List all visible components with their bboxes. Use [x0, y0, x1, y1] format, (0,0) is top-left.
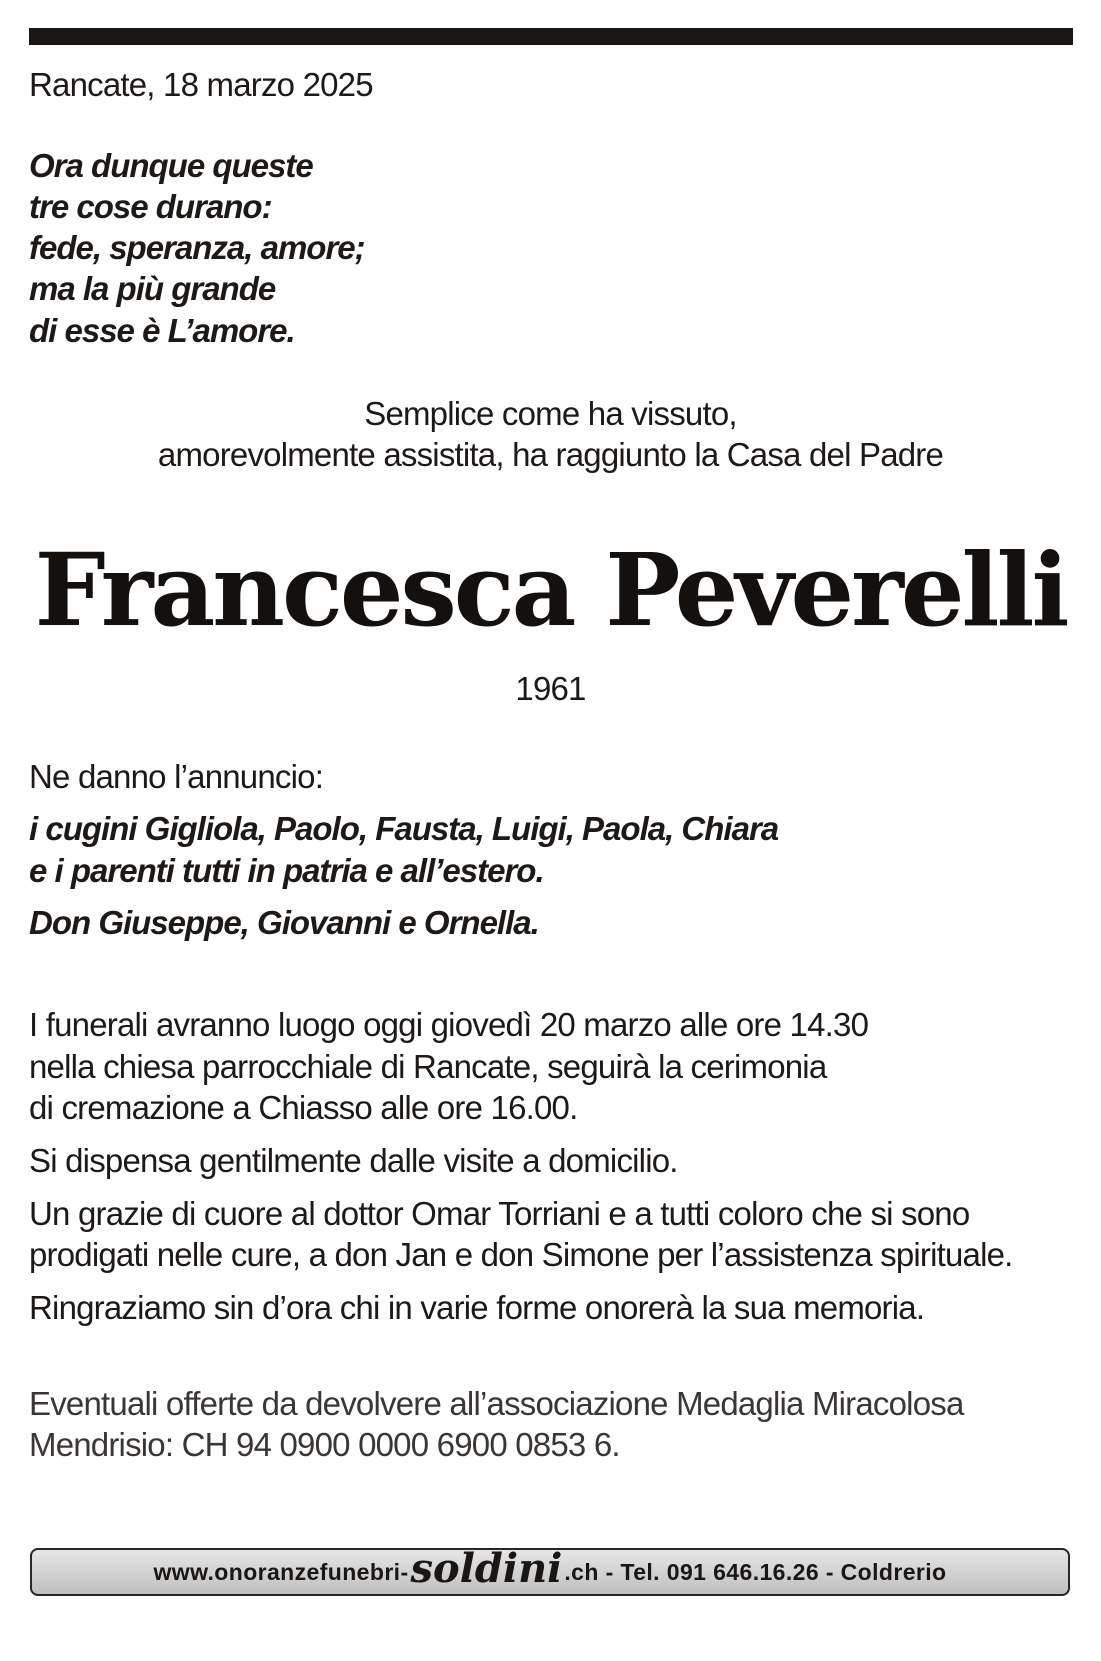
other-mourners: Don Giuseppe, Giovanni e Ornella. — [29, 904, 539, 941]
verse-line: di esse è L’amore. — [29, 312, 295, 349]
thanks-line: prodigati nelle cure, a don Jan e don Simone per l’assistenza spirituale. — [29, 1236, 1013, 1273]
relatives-line: e i parenti tutti in patria e all’estero. — [29, 852, 544, 889]
donation-line: Mendrisio: CH 94 0900 0000 6900 0853 6. — [29, 1426, 620, 1463]
funeral-line: nella chiesa parrocchiale di Rancate, seguirà la cerimonia — [29, 1048, 827, 1085]
visits-note: Si dispensa gentilmente dalle visite a domicilio. — [29, 1142, 678, 1179]
verse-line: tre cose durano: — [29, 188, 272, 225]
top-rule — [29, 28, 1073, 45]
brand-logo: soldini — [410, 1544, 563, 1592]
contact-suffix: .ch - Tel. 091 646.16.26 - Coldrerio — [564, 1558, 947, 1585]
deceased-name: Francesca Peverelli — [34, 531, 1067, 649]
funeral-home-banner — [30, 1544, 1070, 1596]
closing-line: Ringraziamo sin d’ora chi in varie forme onorerà la sua memoria. — [29, 1289, 925, 1326]
website-prefix: www.onoranzefunebri- — [153, 1558, 409, 1585]
funeral-line: di cremazione a Chiasso alle ore 16.00. — [29, 1089, 578, 1126]
verse-line: Ora dunque queste — [29, 147, 313, 184]
intro-line: Semplice come ha vissuto, — [364, 395, 737, 432]
verse-line: fede, speranza, amore; — [29, 229, 365, 266]
announcement-lead: Ne danno l’annuncio: — [29, 758, 324, 795]
intro-line: amorevolmente assistita, ha raggiunto la Casa del Padre — [157, 436, 944, 473]
date-line: Rancate, 18 marzo 2025 — [29, 66, 373, 103]
funeral-line: I funerali avranno luogo oggi giovedì 20 marzo alle ore 14.30 — [29, 1006, 869, 1043]
thanks-line: Un grazie di cuore al dottor Omar Torriani e a tutti coloro che si sono — [29, 1195, 970, 1232]
verse-line: ma la più grande — [29, 270, 276, 307]
relatives-line: i cugini Gigliola, Paolo, Fausta, Luigi, Paola, Chiara — [29, 810, 779, 847]
donation-line: Eventuali offerte da devolvere all’associazione Medaglia Miracolosa — [29, 1385, 964, 1422]
birth-year: 1961 — [515, 670, 586, 707]
